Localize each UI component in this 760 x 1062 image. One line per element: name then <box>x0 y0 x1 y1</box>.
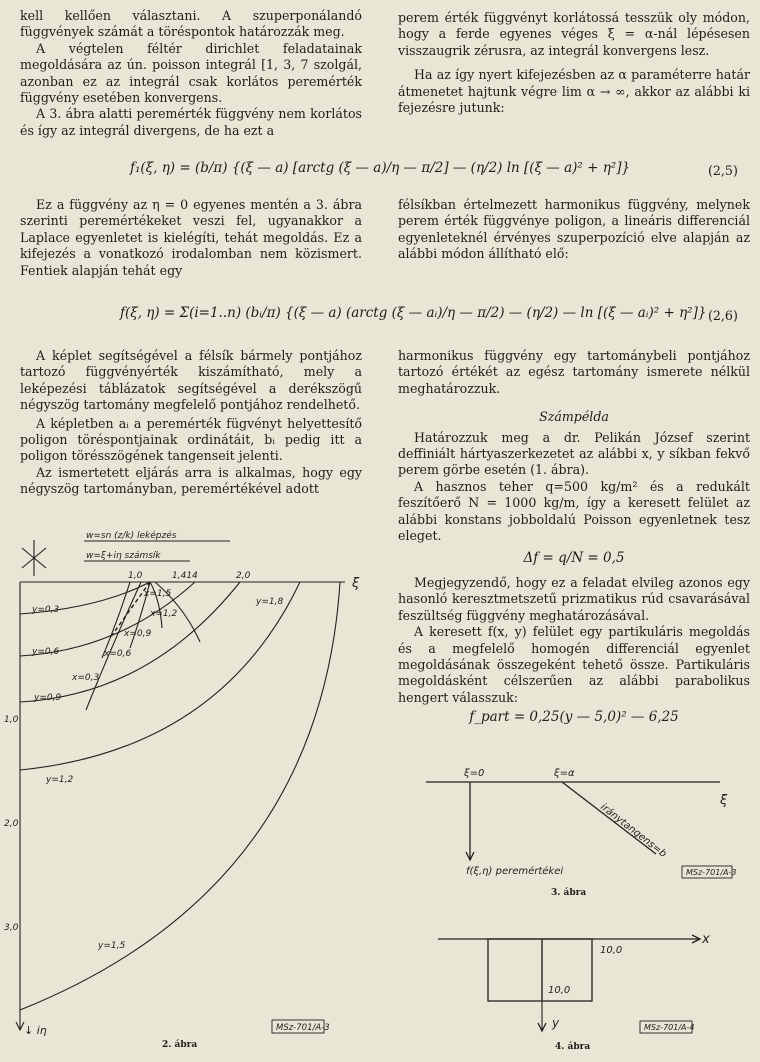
axis-label: x <box>702 932 710 947</box>
curve-label: y=1,8 <box>256 597 284 607</box>
figure-stamp: MSz-701/A-3 <box>686 868 737 877</box>
slope-label: iránytangens=b <box>598 801 669 860</box>
axis-mark-label: ξ=α <box>554 768 575 779</box>
curve-label: y=0,3 <box>32 605 60 615</box>
figure-label: w=ξ+iη számsík <box>86 551 161 561</box>
left-column-bottom <box>20 348 362 498</box>
axis-label: ξ <box>352 576 360 591</box>
equation-2-6: f(ξ, η) = Σ(i=1..n) (bᵢ/π) {(ξ — a) (arctg (ξ — aᵢ)/η — π/2) — (η/2) — ln [(ξ — aᵢ)² + η²]} <box>120 305 707 321</box>
paragraph: A képletben aᵢ a peremérték fügvényt helyettesítő poligon töréspontjainak ordinátáit, bᵢ pedig itt a poligon törésszögének tangenseit jelenti. <box>20 415 362 464</box>
function-label: f(ξ,η) peremértékei <box>466 866 564 877</box>
figure-stamp: MSz-701/A-4 <box>644 1023 695 1032</box>
paragraph: harmonikus függvény egy tartománybeli pontjához tartozó értékét az egész tartomány ismerete nélkül meghatározzuk. <box>398 348 750 396</box>
dimension-label: 10,0 <box>600 945 623 956</box>
figure-3 <box>420 760 760 910</box>
curve-label: x=0,9 <box>124 629 152 639</box>
paragraph: A keresett f(x, y) felület egy partikuláris megoldás és a megfelelő homogén differenciál egyenlet megoldásának összegeként tehető össze. Partikuláris megoldásként célszerűen az alábbi parabolikus hengert válasszuk: <box>398 624 750 705</box>
curve-label: y=0,6 <box>32 647 60 657</box>
paragraph: A képlet segítségével a félsík bármely pontjához tartozó függvényérték kiszámítható, mely a leképezési táblázatok segítségével a derékszögű négyszög tartomány megfelelő pontjához rendelhető. <box>20 348 362 413</box>
tick-label: 3,0 <box>4 923 19 933</box>
section-heading: Számpélda <box>539 409 609 425</box>
paragraph: perem érték függvényt korlátossá tesszük oly módon, hogy a ferde egyenes véges ξ = α-nál lépésesen visszaugrik zérusra, az integrál konvergens lesz. <box>398 10 750 58</box>
axis-mark-label: ξ=0 <box>464 768 485 779</box>
right-column-top <box>398 10 750 116</box>
curve-label: x=1,2 <box>150 609 178 619</box>
tick-label: 1,414 <box>172 571 198 581</box>
curve-label: y=1,5 <box>98 941 126 951</box>
equation-number: (2,6) <box>708 308 738 323</box>
paragraph: félsíkban értelmezett harmonikus függvény, melynek perem érték függvénye poligon, a lineáris differenciál egyenleteknél érvényes szuperpozíció elve alapján az alábbi módon állítható elő: <box>398 197 750 262</box>
equation-fpart: f_part = 0,25(y — 5,0)² — 6,25 <box>469 709 679 726</box>
equation-number: (2,5) <box>708 163 738 178</box>
figure-4 <box>430 925 750 1045</box>
paragraph: Ez a függvény az η = 0 egyenes mentén a 3. ábra szerinti peremértékeket veszi fel, ugyanakkor a Laplace egyenletet is kielégíti, tehát megoldás. Ez a kifejezés a vonatkozó irodalomban nem közismert. Fentiek alapján tehát egy <box>20 197 362 278</box>
tick-label: 2,0 <box>236 571 251 581</box>
equation-2-5: f₁(ξ, η) = (b/π) {(ξ — a) [arctg (ξ — a)/η — π/2] — (η/2) ln [(ξ — a)² + η²]} <box>130 160 631 176</box>
paragraph: Megjegyzendő, hogy ez a feladat elvileg azonos egy hasonló keresztmetszetű prizmatikus rúd csavarásával feszültség függvény meghatározásával. <box>398 574 750 623</box>
axis-label: y <box>552 1016 560 1030</box>
paragraph: A hasznos teher q=500 kg/m² és a redukált feszítőerő N = 1000 kg/m, így a keresett felület az alábbi konstans jobboldalú Poisson egyenletnek tesz eleget. <box>398 478 750 544</box>
axis-label: ξ <box>720 793 728 808</box>
paragraph: A végtelen féltér dirichlet feladatainak megoldására az ún. poisson integrál [1, 3, 7 szolgál, azonban ez az integrál csak korlátos peremérték függvény esetében konvergens. <box>20 40 362 106</box>
figure-caption: 3. ábra <box>551 888 587 898</box>
paragraph: Az ismertetett eljárás arra is alkalmas, hogy egy négyszög tartományban, peremértékével adott <box>20 464 362 497</box>
tick-label: 1,0 <box>128 571 143 581</box>
figure-stamp: MSz-701/A-3 <box>276 1023 330 1033</box>
left-column-mid <box>20 197 362 279</box>
figure-caption: 2. ábra <box>162 1040 198 1050</box>
figure-caption: 4. ábra <box>555 1042 591 1052</box>
dimension-label: 10,0 <box>548 985 571 996</box>
curve-label: y=0,9 <box>34 693 62 703</box>
curve-label: y=1,2 <box>46 775 74 785</box>
curve-label: x=1,5 <box>144 589 172 599</box>
right-column-bottom <box>398 348 750 726</box>
paragraph: A 3. ábra alatti peremérték függvény nem korlátos és így az integrál divergens, de ha ezt a <box>20 106 362 138</box>
curve-label: x=0,6 <box>104 649 132 659</box>
axis-label: ↓ iη <box>24 1024 47 1037</box>
equation-delta: Δf = q/N = 0,5 <box>523 550 625 567</box>
tick-label: 1,0 <box>4 715 19 725</box>
figure-label: w=sn (z/k) leképzés <box>86 531 177 541</box>
curve-label: x=0,3 <box>72 673 100 683</box>
figure-2 <box>0 530 380 1050</box>
tick-label: 2,0 <box>4 819 19 829</box>
paragraph: Ha az így nyert kifejezésben az α paraméterre határ átmenetet hajtunk végre lim α → ∞, akkor az alábbi ki fejezésre jutunk: <box>398 67 750 116</box>
left-column-top <box>20 8 362 139</box>
right-column-mid <box>398 197 750 263</box>
paragraph: Határozzuk meg a dr. Pelikán József szerint deffiniált hártyaszerkezetet az alábbi x, y síkban fekvő perem görbe esetén (1. ábra). <box>398 429 750 478</box>
paragraph: kell kellően választani. A szuperponálandó függvények számát a töréspontok határozzák meg. <box>20 8 362 40</box>
